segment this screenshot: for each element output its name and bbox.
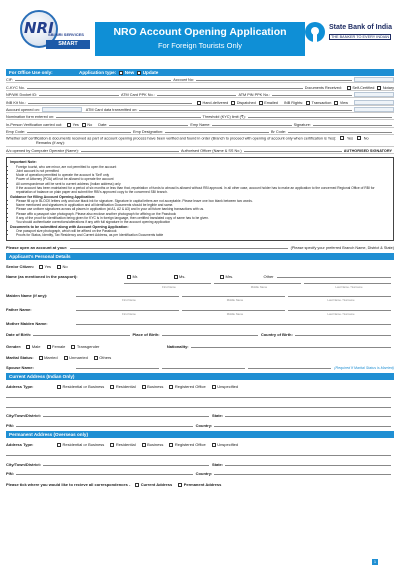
maiden-label: Maiden Name (if any): — [6, 293, 48, 299]
pob-field[interactable] — [162, 335, 258, 336]
current-pin-row — [6, 418, 394, 428]
signature-field[interactable] — [313, 125, 392, 126]
father-row — [6, 302, 394, 312]
unmarried-label: Unmarried — [69, 355, 88, 361]
permanent-city-field[interactable] — [43, 465, 209, 466]
maiden-middle-field[interactable] — [182, 296, 285, 297]
permanent-registered-checkbox[interactable] — [169, 443, 173, 447]
docs-item: • One passport size photograph, which will be affixed on the Passbook — [16, 229, 390, 233]
ckyc-row — [6, 83, 394, 90]
important-item: • Foreign tourist, who are minor, are not permitted to open the account — [16, 165, 390, 169]
account-opened-label: Account opened on: — [6, 107, 40, 112]
npwk-box[interactable] — [354, 92, 394, 97]
emp-name-label: Emp Name: — [190, 122, 211, 127]
male-label: Male — [31, 343, 41, 349]
form-subtitle: For Foreign Tourists Only — [157, 41, 243, 50]
first-name-hint: First Name — [162, 284, 176, 289]
current-residential-label: Residential — [115, 384, 136, 390]
guidance-title: Guidance for filling Account Opening Application: — [10, 194, 96, 199]
senior-label: Senior Citizen: — [6, 264, 35, 270]
permanent-business-checkbox[interactable] — [142, 443, 146, 447]
current-country-label: Country: — [195, 422, 213, 428]
logo-band-text: SMART BANKING — [46, 40, 90, 49]
bank-name: State Bank of India — [329, 24, 393, 31]
senior-yes-checkbox[interactable] — [39, 265, 43, 269]
name-row — [6, 269, 394, 279]
senior-no-checkbox[interactable] — [57, 265, 61, 269]
opened-by-row — [6, 147, 394, 154]
form-body — [6, 67, 394, 487]
notice-box — [6, 157, 394, 240]
current-business-checkbox[interactable] — [142, 385, 146, 389]
mrs-label: Mrs. — [225, 273, 234, 279]
ms-checkbox[interactable] — [174, 275, 178, 279]
guidance-item: • If any of the proof for identification being given for KYC is in foreign language, then certified translated copy of same has to be given. — [16, 216, 390, 220]
logo-top-text: SBI NRI SERVICES — [48, 32, 84, 37]
correspondence-permanent-checkbox[interactable] — [178, 483, 182, 487]
cif-label: CIF: — [6, 78, 14, 83]
spouse-label: Spouse Name: — [6, 364, 34, 370]
remarks-label: Remarks (if any): — [36, 141, 65, 146]
cob-label: Country of Birth: — [260, 332, 293, 338]
male-checkbox[interactable] — [26, 345, 30, 349]
important-title: Important Note: — [10, 160, 37, 165]
application-type-label: Application type: — [79, 70, 117, 75]
correspondence-permanent-label: Permanent Address — [183, 481, 222, 487]
emailed-label: Emailed — [264, 100, 278, 105]
current-address-line-2[interactable] — [6, 407, 391, 408]
permanent-address-bar: Permanent Address (Overseas only) — [6, 431, 394, 438]
important-item: • Joint account is not permitted — [16, 169, 390, 173]
ckyc-label: C-KYC No. — [6, 85, 25, 90]
atm-card-data-field[interactable] — [139, 110, 352, 111]
dob-field[interactable] — [33, 335, 129, 336]
maiden-middle-hint: Middle Name — [226, 298, 244, 303]
permanent-address-line-1[interactable] — [6, 455, 391, 456]
new-checkbox[interactable] — [119, 71, 123, 75]
whether-yes-label: Yes — [346, 136, 354, 141]
current-type-label: Address Type: — [6, 384, 34, 390]
spouse-hint: (Required If Marital Status is Married) — [334, 365, 394, 370]
ms-label: Ms. — [179, 273, 186, 279]
npwk-label: NP/WK Docket ID: — [6, 93, 38, 98]
authorised-officer-label: Authorised Officer (Name & SS No.) — [180, 149, 242, 154]
guidance-item: • Please fill up in BLOCK letters only and use black ink for signature. Signature in capital letters are not acceptable. Please leave one box blank between two words. — [16, 199, 390, 203]
guidance-item: • Please use uniform signatures across all places in application (at A1, A2 & A3) and in your all future banking transactions with us. — [16, 207, 390, 211]
married-label: Married — [44, 355, 58, 361]
account-opened-row — [6, 106, 394, 113]
marital-others-label: Others — [99, 355, 112, 361]
transaction-checkbox[interactable] — [306, 101, 310, 105]
signature-label: Signature: — [293, 122, 311, 127]
nationality-label: Nationality: — [166, 343, 189, 349]
transgender-label: Transgender — [76, 343, 100, 349]
date-field[interactable] — [109, 125, 188, 126]
current-country-field[interactable] — [214, 426, 391, 427]
hand-delivered-label: Hand-delivered — [202, 100, 229, 105]
other-label: Other — [263, 273, 274, 279]
whether-no-checkbox[interactable] — [357, 136, 361, 140]
update-label: Update — [142, 70, 159, 75]
cif-box[interactable] — [354, 77, 394, 82]
permanent-type-label: Address Type: — [6, 442, 34, 448]
marital-row — [6, 351, 394, 361]
important-list — [10, 165, 390, 195]
current-line-1 — [6, 389, 394, 399]
permanent-registered-label: Registered Office — [174, 442, 206, 448]
mother-maiden-label: Mother Maiden Name: — [6, 320, 48, 326]
father-middle-hint: Middle Name — [226, 311, 244, 316]
dob-label: Date of Birth: — [6, 332, 32, 338]
guidance-item: • You should authenticate corrections/alterations if any with full signature in the account opening application — [16, 220, 390, 224]
gender-label: Gender: — [6, 343, 22, 349]
docs-received-label: Documents Received: — [304, 85, 342, 90]
br-code-field[interactable] — [288, 132, 392, 133]
current-pin-field[interactable] — [16, 426, 193, 427]
in-person-yes-label: Yes — [72, 122, 79, 127]
cob-field[interactable] — [295, 335, 391, 336]
current-state-label: State: — [211, 413, 224, 419]
atm-card-ppk-label: ATM Card PPK No.: — [120, 93, 155, 98]
form-title: NRO Account Opening Application — [113, 26, 287, 38]
threshold-field[interactable] — [248, 117, 392, 118]
atm-card-data-label: ATM Card data transmitted on: — [85, 107, 138, 112]
important-item: • If the account has been maintained for a period of six months or less than that, repatriation of funds to abroad is allowed without RBI approval. In all other case, account holder has to make an application to the concerned Regional Office of RBI for repatriation of balance on plain paper and submit the RBI's approved copy to the concerned SBI branch. — [16, 186, 390, 195]
transaction-label: Transaction — [311, 100, 332, 105]
father-first-hint: First Name — [122, 311, 136, 316]
correspondence-current-label: Current Address — [140, 481, 173, 487]
permanent-pin-label: PIN: — [6, 471, 14, 477]
permanent-line-1 — [6, 447, 394, 457]
in-person-yes-checkbox[interactable] — [67, 123, 71, 127]
authorised-officer-field[interactable] — [244, 151, 342, 152]
page-number-text: 1 — [373, 559, 377, 564]
personal-details-bar: Applicant's Personal Details — [6, 253, 394, 260]
account-opened-field[interactable] — [42, 107, 82, 112]
last-name-field[interactable] — [304, 283, 391, 284]
current-unspecified-checkbox[interactable] — [212, 385, 216, 389]
inb-row — [6, 98, 394, 105]
permanent-unspecified-label: Unspecified — [217, 442, 239, 448]
current-line-2 — [6, 399, 394, 409]
view-label: View — [339, 100, 348, 105]
atm-card-ppk-field[interactable] — [157, 95, 237, 96]
emp-designation-field[interactable] — [165, 132, 269, 133]
female-label: Female — [52, 343, 66, 349]
mother-maiden-row — [6, 316, 394, 326]
emp-name-field[interactable] — [212, 125, 291, 126]
current-registered-label: Registered Office — [174, 384, 206, 390]
maiden-first-hint: First Name — [122, 298, 136, 303]
mr-label: Mr. — [132, 273, 139, 279]
spouse-middle-field[interactable] — [162, 368, 245, 369]
permanent-unspecified-checkbox[interactable] — [212, 443, 216, 447]
married-checkbox[interactable] — [39, 356, 43, 360]
inb-rights-label: INB Rights: — [283, 100, 304, 105]
office-use-bar — [6, 69, 394, 76]
emailed-checkbox[interactable] — [259, 101, 263, 105]
senior-row — [6, 260, 394, 270]
maiden-first-field[interactable] — [76, 296, 179, 297]
notary-label: Notary — [382, 85, 394, 90]
docs-item: • Proofs for Status, Identity, Tax Residency and Current Address, as per Identification Documents table — [16, 233, 390, 237]
senior-yes-label: Yes — [44, 264, 52, 270]
sbi-keyhole-icon — [305, 22, 325, 42]
logo-nri-text: NRI — [24, 19, 54, 37]
whether-no-label: No — [363, 136, 369, 141]
current-city-row — [6, 409, 394, 419]
account-no-label: Account No: — [173, 78, 194, 83]
nomination-field[interactable] — [56, 117, 200, 118]
current-city-field[interactable] — [43, 416, 209, 417]
current-res-business-label: Residential or Business — [62, 384, 105, 390]
name-title-other-field[interactable] — [277, 277, 391, 278]
in-person-no-label: No — [87, 122, 93, 127]
correspondence-current-checkbox[interactable] — [135, 483, 139, 487]
npwk-field[interactable] — [39, 95, 119, 96]
emp-designation-label: Emp Designation: — [133, 130, 163, 135]
father-middle-field[interactable] — [182, 310, 285, 311]
permanent-country-label: Country: — [195, 471, 213, 477]
mrs-checkbox[interactable] — [220, 275, 224, 279]
new-label: New — [124, 70, 135, 75]
mr-checkbox[interactable] — [127, 275, 131, 279]
father-last-hint: Last Name / Surname — [327, 311, 355, 316]
senior-no-label: No — [62, 264, 68, 270]
authorised-signatory: AUTHORISED SIGNATORY — [343, 149, 393, 154]
permanent-residential-label: Residential — [115, 442, 136, 448]
in-person-no-checkbox[interactable] — [82, 123, 86, 127]
inb-box[interactable] — [354, 100, 394, 105]
opened-by-field[interactable] — [81, 151, 179, 152]
page-number — [372, 559, 378, 565]
docs-list — [10, 229, 390, 238]
correspondence-row — [6, 477, 394, 487]
sbi-logo — [305, 18, 397, 58]
title-band — [95, 22, 305, 56]
emp-code-row — [6, 128, 394, 135]
important-item: • Mode of operation permitted to operate the account is 'Self' only — [16, 173, 390, 177]
self-certified-checkbox[interactable] — [347, 86, 351, 90]
atm-pin-ppk-label: ATM PIN PPK No.: — [238, 93, 271, 98]
inb-kit-field[interactable] — [28, 103, 192, 104]
dob-row — [6, 328, 394, 338]
permanent-residential-checkbox[interactable] — [110, 443, 114, 447]
gender-row — [6, 339, 394, 349]
important-item: • All correspondence will be sent to current address (Indian address) only — [16, 182, 390, 186]
ckyc-field[interactable] — [27, 88, 303, 89]
middle-name-hint: Middle Name — [250, 284, 268, 289]
current-type-row — [6, 380, 394, 390]
atm-pin-ppk-field[interactable] — [272, 95, 352, 96]
permanent-city-row — [6, 457, 394, 467]
permanent-pin-row — [6, 467, 394, 477]
apply-label: Please open an account at your: — [6, 244, 68, 250]
account-no-field[interactable] — [196, 80, 352, 81]
notary-checkbox[interactable] — [377, 86, 381, 90]
transgender-checkbox[interactable] — [71, 345, 75, 349]
branch-field[interactable] — [70, 248, 287, 249]
atm-box[interactable] — [354, 107, 394, 112]
cif-row — [6, 76, 394, 83]
marital-label: Marital Status: — [6, 355, 34, 361]
bank-tagline: THE BANKER TO EVERY INDIAN — [331, 35, 390, 39]
current-state-field[interactable] — [225, 416, 391, 417]
apply-row — [6, 245, 394, 250]
permanent-city-label: City/Town/District: — [6, 461, 42, 467]
in-person-label: In-Person Verification carried out: — [6, 122, 63, 127]
apply-hint: (Please specify your preferred Branch Name, District & State) — [290, 245, 394, 250]
spouse-last-field[interactable] — [248, 368, 331, 369]
maiden-row — [6, 289, 394, 299]
correspondence-label: Please tick where you would like to recieve all correspondences - — [6, 481, 131, 487]
female-checkbox[interactable] — [47, 345, 51, 349]
emp-code-field[interactable] — [27, 132, 131, 133]
emp-code-label: Emp Code: — [6, 130, 25, 135]
permanent-pin-field[interactable] — [16, 474, 193, 475]
nomination-row — [6, 113, 394, 120]
cif-field[interactable] — [15, 80, 171, 81]
marital-others-checkbox[interactable] — [94, 356, 98, 360]
maiden-last-hint: Last Name / Surname — [327, 298, 355, 303]
current-business-label: Business — [147, 384, 164, 390]
name-label: Name (as mentioned in the passport): — [6, 273, 78, 279]
permanent-type-row — [6, 438, 394, 448]
permanent-res-business-checkbox[interactable] — [57, 443, 61, 447]
important-item: • Power of Attorney (POA) will not be allowed to operate the account — [16, 177, 390, 181]
guidance-item: • Name mentioned and signatures in application and all identification Documents should be legible and same. — [16, 203, 390, 207]
threshold-label: Threshold (KYC) limit (₹): — [202, 115, 246, 120]
current-residential-checkbox[interactable] — [110, 385, 114, 389]
father-first-field[interactable] — [76, 310, 179, 311]
guidance-item: • Please affix a passport size photograph. Please also enclose another photograph for affixing on the Passbook — [16, 212, 390, 216]
update-checkbox[interactable] — [137, 71, 141, 75]
spouse-first-field[interactable] — [76, 368, 159, 369]
npwk-row — [6, 91, 394, 98]
current-address-line-1[interactable] — [6, 397, 391, 398]
current-city-label: City/Town/District: — [6, 413, 42, 419]
pob-label: Place of Birth: — [132, 332, 160, 338]
br-code-label: Br Code: — [271, 130, 286, 135]
middle-name-field[interactable] — [214, 283, 301, 284]
nationality-field[interactable] — [191, 347, 391, 348]
current-registered-checkbox[interactable] — [169, 385, 173, 389]
current-unspecified-label: Unspecified — [217, 384, 239, 390]
whether-yes-checkbox[interactable] — [340, 136, 344, 140]
permanent-country-field[interactable] — [214, 474, 391, 475]
last-name-hint: Last Name / Surname — [335, 284, 363, 289]
unmarried-checkbox[interactable] — [64, 356, 68, 360]
whether-text: Whether self certification & documents received as part of account opening process have been verified and found in order (Branch to proceed with opening of account only when certification is Yes): — [6, 136, 337, 141]
nri-logo — [6, 4, 90, 60]
permanent-state-field[interactable] — [225, 465, 391, 466]
nomination-label: Nomination form entered on: — [6, 115, 55, 120]
opened-by-label: A/c opened by Computer Operator (Name): — [6, 149, 79, 154]
inb-kit-label: INB Kit No.: — [6, 100, 26, 105]
permanent-state-label: State: — [211, 461, 224, 467]
dispatched-label: Dispatched — [236, 100, 256, 105]
current-pin-label: PIN: — [6, 422, 14, 428]
guidance-list — [10, 199, 390, 225]
first-name-field[interactable] — [124, 283, 211, 284]
spouse-row — [6, 360, 394, 370]
page-header — [0, 0, 400, 64]
whether-block — [6, 135, 394, 147]
current-res-business-checkbox[interactable] — [57, 385, 61, 389]
permanent-business-label: Business — [147, 442, 164, 448]
father-last-field[interactable] — [288, 310, 391, 311]
dispatched-checkbox[interactable] — [231, 101, 235, 105]
maiden-last-field[interactable] — [288, 296, 391, 297]
view-checkbox[interactable] — [334, 101, 338, 105]
self-certified-label: Self-Certified — [352, 85, 375, 90]
permanent-res-business-label: Residential or Business — [62, 442, 105, 448]
docs-title: Documents to be submitted along with Account Opening Application: — [10, 224, 129, 229]
office-use-title: For Office Use only: — [9, 70, 53, 75]
hand-delivered-checkbox[interactable] — [197, 101, 201, 105]
date-label: Date: — [98, 122, 108, 127]
current-address-bar: Current Address (Indian Only) — [6, 373, 394, 380]
mother-maiden-field[interactable] — [76, 324, 391, 325]
in-person-row — [6, 120, 394, 127]
father-label: Father Name: — [6, 306, 32, 312]
